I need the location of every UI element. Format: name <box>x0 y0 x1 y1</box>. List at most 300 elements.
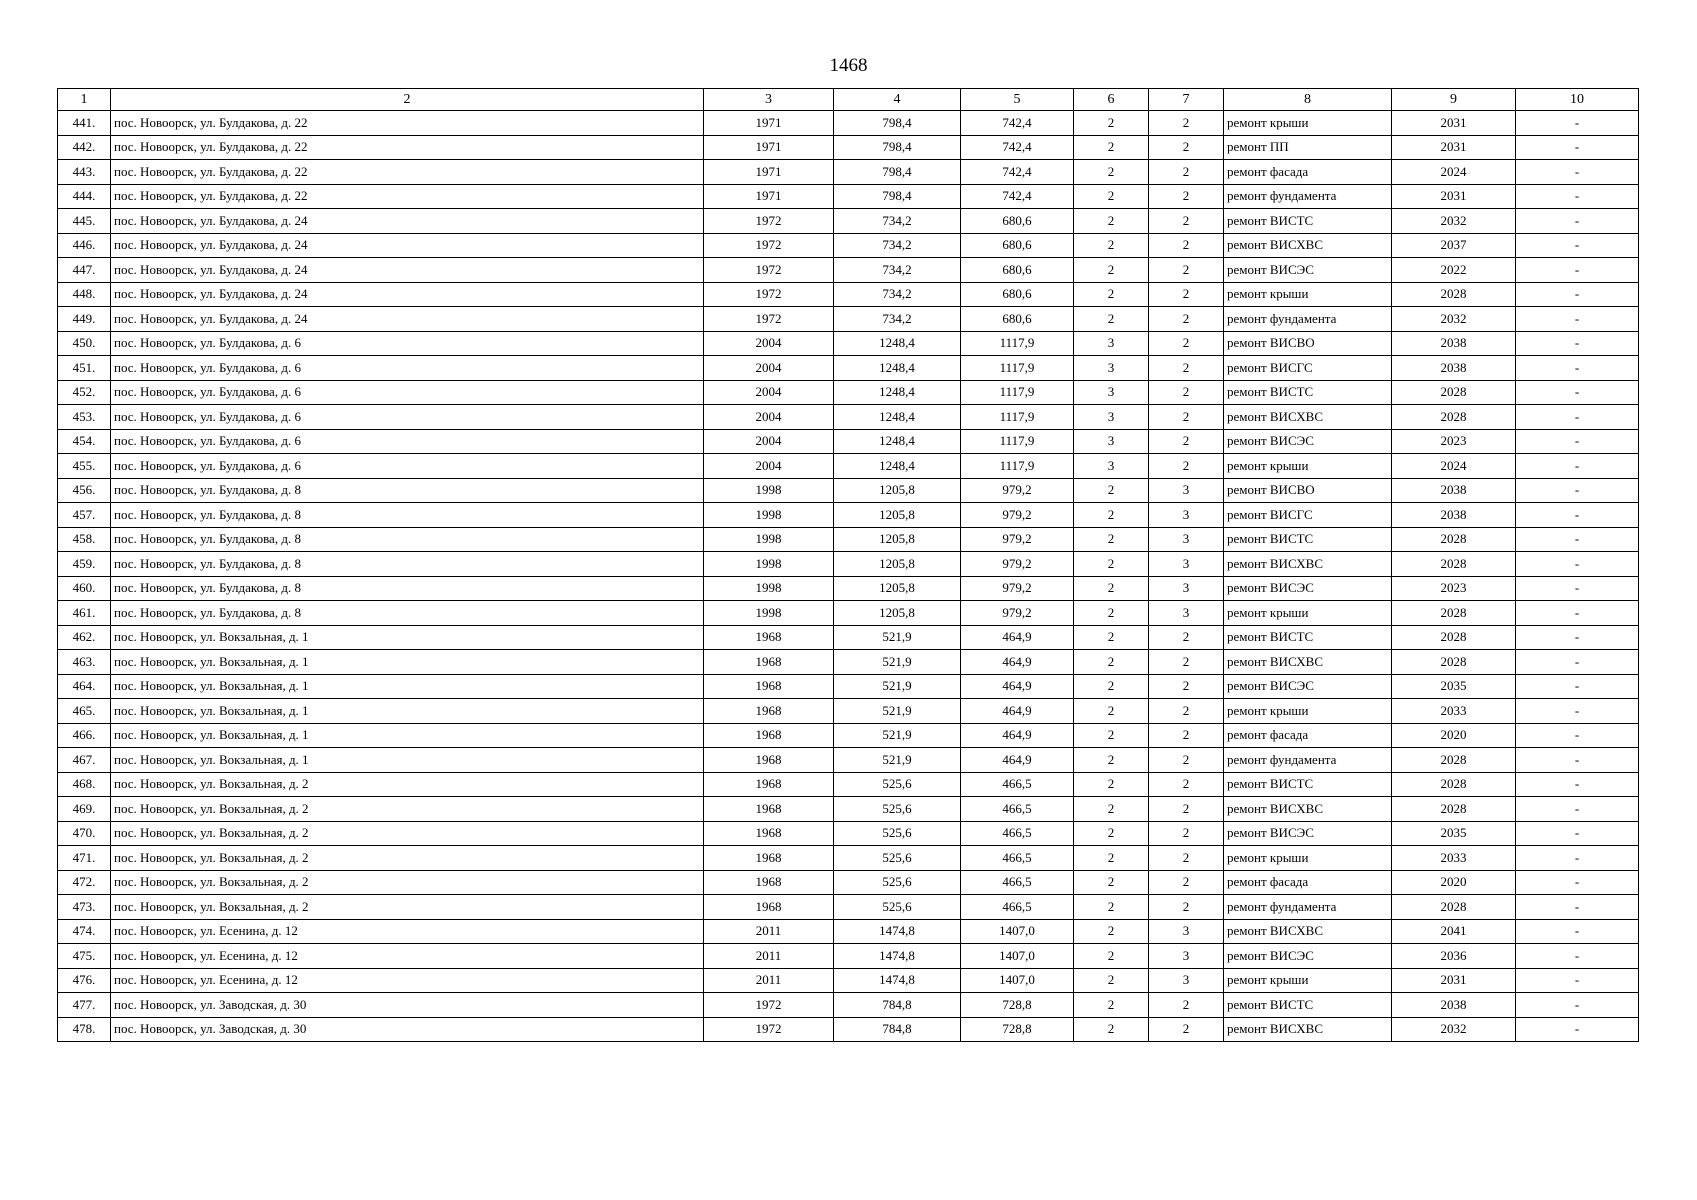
cell-address: пос. Новоорск, ул. Булдакова, д. 22 <box>111 135 704 160</box>
cell-floors: 2 <box>1074 135 1149 160</box>
cell-living-area: 464,9 <box>961 748 1074 773</box>
cell-address: пос. Новоорск, ул. Вокзальная, д. 2 <box>111 797 704 822</box>
cell-row-number: 465. <box>58 699 111 724</box>
table-row <box>58 552 1639 577</box>
cell-note: - <box>1516 870 1639 895</box>
cell-entrances: 3 <box>1149 527 1224 552</box>
cell-address: пос. Новоорск, ул. Есенина, д. 12 <box>111 944 704 969</box>
cell-floors: 3 <box>1074 405 1149 430</box>
cell-row-number: 444. <box>58 184 111 209</box>
cell-planned-year: 2033 <box>1392 699 1516 724</box>
cell-work-type: ремонт крыши <box>1224 454 1392 479</box>
cell-note: - <box>1516 552 1639 577</box>
cell-floors: 3 <box>1074 429 1149 454</box>
cell-total-area: 734,2 <box>834 282 961 307</box>
cell-total-area: 1205,8 <box>834 527 961 552</box>
cell-row-number: 461. <box>58 601 111 626</box>
cell-planned-year: 2033 <box>1392 846 1516 871</box>
cell-total-area: 1205,8 <box>834 601 961 626</box>
cell-living-area: 680,6 <box>961 233 1074 258</box>
cell-work-type: ремонт ВИСХВС <box>1224 1017 1392 1042</box>
cell-living-area: 464,9 <box>961 699 1074 724</box>
cell-entrances: 3 <box>1149 919 1224 944</box>
cell-work-type: ремонт крыши <box>1224 968 1392 993</box>
cell-note: - <box>1516 772 1639 797</box>
cell-living-area: 466,5 <box>961 846 1074 871</box>
column-header-2: 2 <box>111 89 704 111</box>
cell-total-area: 1248,4 <box>834 356 961 381</box>
table-body <box>58 111 1639 1042</box>
cell-total-area: 1474,8 <box>834 968 961 993</box>
cell-note: - <box>1516 625 1639 650</box>
cell-living-area: 1407,0 <box>961 919 1074 944</box>
cell-work-type: ремонт ВИСХВС <box>1224 552 1392 577</box>
cell-row-number: 473. <box>58 895 111 920</box>
cell-address: пос. Новоорск, ул. Булдакова, д. 24 <box>111 233 704 258</box>
cell-planned-year: 2028 <box>1392 601 1516 626</box>
cell-living-area: 466,5 <box>961 821 1074 846</box>
cell-floors: 2 <box>1074 968 1149 993</box>
cell-living-area: 466,5 <box>961 870 1074 895</box>
cell-address: пос. Новоорск, ул. Есенина, д. 12 <box>111 919 704 944</box>
cell-work-type: ремонт ВИСГС <box>1224 356 1392 381</box>
cell-floors: 2 <box>1074 601 1149 626</box>
cell-note: - <box>1516 993 1639 1018</box>
cell-row-number: 463. <box>58 650 111 675</box>
cell-note: - <box>1516 135 1639 160</box>
cell-entrances: 2 <box>1149 258 1224 283</box>
cell-row-number: 449. <box>58 307 111 332</box>
cell-planned-year: 2028 <box>1392 552 1516 577</box>
table-row <box>58 527 1639 552</box>
cell-address: пос. Новоорск, ул. Заводская, д. 30 <box>111 1017 704 1042</box>
cell-row-number: 469. <box>58 797 111 822</box>
cell-work-type: ремонт ПП <box>1224 135 1392 160</box>
cell-note: - <box>1516 503 1639 528</box>
cell-living-area: 680,6 <box>961 282 1074 307</box>
cell-note: - <box>1516 282 1639 307</box>
cell-entrances: 3 <box>1149 552 1224 577</box>
table-row <box>58 870 1639 895</box>
cell-total-area: 1248,4 <box>834 380 961 405</box>
cell-entrances: 2 <box>1149 380 1224 405</box>
cell-note: - <box>1516 919 1639 944</box>
cell-year-built: 1968 <box>704 723 834 748</box>
cell-floors: 2 <box>1074 552 1149 577</box>
cell-planned-year: 2032 <box>1392 209 1516 234</box>
cell-floors: 2 <box>1074 821 1149 846</box>
cell-floors: 2 <box>1074 503 1149 528</box>
cell-planned-year: 2028 <box>1392 772 1516 797</box>
cell-work-type: ремонт ВИСХВС <box>1224 233 1392 258</box>
cell-living-area: 464,9 <box>961 650 1074 675</box>
column-header-9: 9 <box>1392 89 1516 111</box>
cell-floors: 2 <box>1074 895 1149 920</box>
cell-note: - <box>1516 209 1639 234</box>
cell-year-built: 1972 <box>704 307 834 332</box>
cell-row-number: 472. <box>58 870 111 895</box>
table-row <box>58 576 1639 601</box>
cell-planned-year: 2028 <box>1392 895 1516 920</box>
table-row <box>58 405 1639 430</box>
cell-work-type: ремонт крыши <box>1224 601 1392 626</box>
cell-total-area: 525,6 <box>834 821 961 846</box>
cell-living-area: 680,6 <box>961 209 1074 234</box>
cell-living-area: 742,4 <box>961 160 1074 185</box>
cell-entrances: 2 <box>1149 625 1224 650</box>
cell-row-number: 443. <box>58 160 111 185</box>
cell-total-area: 525,6 <box>834 772 961 797</box>
cell-total-area: 1205,8 <box>834 552 961 577</box>
cell-year-built: 1998 <box>704 552 834 577</box>
cell-total-area: 521,9 <box>834 650 961 675</box>
cell-floors: 2 <box>1074 1017 1149 1042</box>
cell-entrances: 2 <box>1149 993 1224 1018</box>
cell-living-area: 466,5 <box>961 772 1074 797</box>
cell-living-area: 979,2 <box>961 527 1074 552</box>
cell-living-area: 979,2 <box>961 576 1074 601</box>
cell-work-type: ремонт крыши <box>1224 699 1392 724</box>
column-header-4: 4 <box>834 89 961 111</box>
cell-entrances: 2 <box>1149 797 1224 822</box>
cell-living-area: 680,6 <box>961 307 1074 332</box>
cell-total-area: 798,4 <box>834 160 961 185</box>
cell-note: - <box>1516 576 1639 601</box>
cell-work-type: ремонт ВИСХВС <box>1224 797 1392 822</box>
cell-year-built: 1998 <box>704 478 834 503</box>
cell-entrances: 2 <box>1149 429 1224 454</box>
cell-row-number: 466. <box>58 723 111 748</box>
cell-note: - <box>1516 650 1639 675</box>
cell-floors: 2 <box>1074 625 1149 650</box>
cell-address: пос. Новоорск, ул. Вокзальная, д. 1 <box>111 748 704 773</box>
cell-total-area: 1474,8 <box>834 944 961 969</box>
cell-entrances: 3 <box>1149 478 1224 503</box>
cell-note: - <box>1516 895 1639 920</box>
cell-living-area: 1117,9 <box>961 331 1074 356</box>
cell-address: пос. Новоорск, ул. Булдакова, д. 6 <box>111 356 704 381</box>
cell-total-area: 1248,4 <box>834 454 961 479</box>
cell-note: - <box>1516 968 1639 993</box>
cell-entrances: 2 <box>1149 184 1224 209</box>
cell-year-built: 1998 <box>704 527 834 552</box>
cell-entrances: 2 <box>1149 209 1224 234</box>
cell-year-built: 1972 <box>704 233 834 258</box>
cell-planned-year: 2028 <box>1392 527 1516 552</box>
table-row <box>58 429 1639 454</box>
cell-total-area: 521,9 <box>834 723 961 748</box>
cell-note: - <box>1516 111 1639 136</box>
cell-floors: 2 <box>1074 160 1149 185</box>
cell-total-area: 1474,8 <box>834 919 961 944</box>
cell-total-area: 1248,4 <box>834 405 961 430</box>
cell-living-area: 979,2 <box>961 601 1074 626</box>
cell-planned-year: 2038 <box>1392 503 1516 528</box>
table-row <box>58 307 1639 332</box>
table-row <box>58 968 1639 993</box>
cell-planned-year: 2031 <box>1392 968 1516 993</box>
cell-row-number: 451. <box>58 356 111 381</box>
cell-address: пос. Новоорск, ул. Булдакова, д. 8 <box>111 503 704 528</box>
cell-work-type: ремонт ВИСТС <box>1224 772 1392 797</box>
cell-row-number: 474. <box>58 919 111 944</box>
cell-note: - <box>1516 527 1639 552</box>
cell-row-number: 470. <box>58 821 111 846</box>
cell-address: пос. Новоорск, ул. Булдакова, д. 6 <box>111 405 704 430</box>
cell-note: - <box>1516 1017 1639 1042</box>
cell-entrances: 2 <box>1149 674 1224 699</box>
cell-living-area: 728,8 <box>961 1017 1074 1042</box>
cell-floors: 2 <box>1074 944 1149 969</box>
page-number: 1468 <box>829 55 868 76</box>
cell-year-built: 1971 <box>704 184 834 209</box>
cell-work-type: ремонт фундамента <box>1224 895 1392 920</box>
cell-total-area: 734,2 <box>834 233 961 258</box>
cell-entrances: 2 <box>1149 1017 1224 1042</box>
cell-note: - <box>1516 846 1639 871</box>
cell-total-area: 734,2 <box>834 209 961 234</box>
cell-address: пос. Новоорск, ул. Булдакова, д. 22 <box>111 184 704 209</box>
cell-total-area: 734,2 <box>834 258 961 283</box>
cell-year-built: 1968 <box>704 748 834 773</box>
cell-floors: 2 <box>1074 772 1149 797</box>
cell-planned-year: 2023 <box>1392 429 1516 454</box>
cell-entrances: 2 <box>1149 699 1224 724</box>
table-row <box>58 331 1639 356</box>
cell-address: пос. Новоорск, ул. Вокзальная, д. 2 <box>111 846 704 871</box>
cell-total-area: 798,4 <box>834 111 961 136</box>
table-row <box>58 356 1639 381</box>
cell-year-built: 2004 <box>704 429 834 454</box>
column-header-3: 3 <box>704 89 834 111</box>
cell-year-built: 2004 <box>704 380 834 405</box>
cell-living-area: 464,9 <box>961 674 1074 699</box>
cell-entrances: 2 <box>1149 233 1224 258</box>
column-header-6: 6 <box>1074 89 1149 111</box>
cell-planned-year: 2038 <box>1392 478 1516 503</box>
table-row <box>58 160 1639 185</box>
cell-note: - <box>1516 160 1639 185</box>
cell-entrances: 2 <box>1149 282 1224 307</box>
cell-living-area: 466,5 <box>961 797 1074 822</box>
cell-entrances: 2 <box>1149 723 1224 748</box>
cell-address: пос. Новоорск, ул. Булдакова, д. 6 <box>111 429 704 454</box>
cell-floors: 2 <box>1074 307 1149 332</box>
cell-entrances: 2 <box>1149 846 1224 871</box>
cell-address: пос. Новоорск, ул. Булдакова, д. 24 <box>111 307 704 332</box>
cell-year-built: 2004 <box>704 405 834 430</box>
cell-note: - <box>1516 258 1639 283</box>
cell-year-built: 1968 <box>704 846 834 871</box>
table-row <box>58 699 1639 724</box>
cell-floors: 3 <box>1074 454 1149 479</box>
cell-year-built: 1972 <box>704 209 834 234</box>
cell-floors: 2 <box>1074 748 1149 773</box>
cell-address: пос. Новоорск, ул. Булдакова, д. 24 <box>111 258 704 283</box>
cell-living-area: 979,2 <box>961 478 1074 503</box>
cell-note: - <box>1516 944 1639 969</box>
cell-row-number: 464. <box>58 674 111 699</box>
cell-floors: 3 <box>1074 356 1149 381</box>
cell-note: - <box>1516 405 1639 430</box>
cell-work-type: ремонт ВИСХВС <box>1224 405 1392 430</box>
cell-row-number: 460. <box>58 576 111 601</box>
cell-total-area: 525,6 <box>834 797 961 822</box>
cell-entrances: 3 <box>1149 503 1224 528</box>
header-row <box>58 89 1639 111</box>
table-row <box>58 821 1639 846</box>
cell-year-built: 2011 <box>704 968 834 993</box>
cell-total-area: 525,6 <box>834 846 961 871</box>
cell-planned-year: 2028 <box>1392 748 1516 773</box>
cell-address: пос. Новоорск, ул. Булдакова, д. 8 <box>111 527 704 552</box>
column-header-10: 10 <box>1516 89 1639 111</box>
cell-address: пос. Новоорск, ул. Булдакова, д. 22 <box>111 111 704 136</box>
cell-note: - <box>1516 233 1639 258</box>
table-row <box>58 380 1639 405</box>
cell-entrances: 2 <box>1149 895 1224 920</box>
cell-total-area: 521,9 <box>834 748 961 773</box>
cell-planned-year: 2024 <box>1392 160 1516 185</box>
cell-year-built: 1971 <box>704 111 834 136</box>
cell-entrances: 3 <box>1149 576 1224 601</box>
cell-row-number: 453. <box>58 405 111 430</box>
cell-year-built: 1998 <box>704 601 834 626</box>
cell-year-built: 1968 <box>704 821 834 846</box>
cell-address: пос. Новоорск, ул. Вокзальная, д. 1 <box>111 674 704 699</box>
table-row <box>58 601 1639 626</box>
cell-planned-year: 2028 <box>1392 650 1516 675</box>
table-row <box>58 895 1639 920</box>
table-row <box>58 184 1639 209</box>
cell-year-built: 1968 <box>704 797 834 822</box>
cell-row-number: 478. <box>58 1017 111 1042</box>
cell-address: пос. Новоорск, ул. Вокзальная, д. 2 <box>111 821 704 846</box>
cell-planned-year: 2032 <box>1392 307 1516 332</box>
table-row <box>58 919 1639 944</box>
cell-row-number: 471. <box>58 846 111 871</box>
cell-planned-year: 2038 <box>1392 356 1516 381</box>
cell-planned-year: 2031 <box>1392 111 1516 136</box>
cell-floors: 2 <box>1074 209 1149 234</box>
table-row <box>58 503 1639 528</box>
cell-address: пос. Новоорск, ул. Булдакова, д. 6 <box>111 454 704 479</box>
cell-row-number: 448. <box>58 282 111 307</box>
cell-note: - <box>1516 356 1639 381</box>
cell-note: - <box>1516 429 1639 454</box>
cell-address: пос. Новоорск, ул. Булдакова, д. 8 <box>111 478 704 503</box>
cell-work-type: ремонт ВИСТС <box>1224 625 1392 650</box>
cell-note: - <box>1516 748 1639 773</box>
cell-address: пос. Новоорск, ул. Вокзальная, д. 1 <box>111 699 704 724</box>
cell-living-area: 1117,9 <box>961 429 1074 454</box>
cell-floors: 2 <box>1074 723 1149 748</box>
cell-planned-year: 2035 <box>1392 674 1516 699</box>
cell-note: - <box>1516 454 1639 479</box>
table-row <box>58 650 1639 675</box>
cell-planned-year: 2028 <box>1392 405 1516 430</box>
cell-floors: 2 <box>1074 797 1149 822</box>
cell-address: пос. Новоорск, ул. Заводская, д. 30 <box>111 993 704 1018</box>
cell-row-number: 450. <box>58 331 111 356</box>
column-header-8: 8 <box>1224 89 1392 111</box>
cell-entrances: 2 <box>1149 405 1224 430</box>
cell-note: - <box>1516 797 1639 822</box>
cell-planned-year: 2028 <box>1392 797 1516 822</box>
table-row <box>58 846 1639 871</box>
cell-total-area: 1248,4 <box>834 429 961 454</box>
table-row <box>58 944 1639 969</box>
cell-planned-year: 2035 <box>1392 821 1516 846</box>
cell-work-type: ремонт ВИСЭС <box>1224 429 1392 454</box>
table-row <box>58 258 1639 283</box>
cell-living-area: 1117,9 <box>961 405 1074 430</box>
cell-work-type: ремонт ВИСХВС <box>1224 650 1392 675</box>
cell-floors: 2 <box>1074 233 1149 258</box>
cell-year-built: 1968 <box>704 625 834 650</box>
cell-entrances: 2 <box>1149 870 1224 895</box>
cell-row-number: 456. <box>58 478 111 503</box>
cell-row-number: 476. <box>58 968 111 993</box>
cell-work-type: ремонт ВИСЭС <box>1224 576 1392 601</box>
cell-floors: 2 <box>1074 699 1149 724</box>
cell-row-number: 458. <box>58 527 111 552</box>
cell-entrances: 2 <box>1149 135 1224 160</box>
table-row <box>58 772 1639 797</box>
table-row <box>58 723 1639 748</box>
cell-row-number: 462. <box>58 625 111 650</box>
cell-note: - <box>1516 674 1639 699</box>
cell-row-number: 445. <box>58 209 111 234</box>
cell-work-type: ремонт крыши <box>1224 111 1392 136</box>
cell-year-built: 2011 <box>704 944 834 969</box>
cell-planned-year: 2031 <box>1392 135 1516 160</box>
cell-total-area: 1205,8 <box>834 478 961 503</box>
cell-entrances: 2 <box>1149 111 1224 136</box>
cell-year-built: 1998 <box>704 503 834 528</box>
table-row <box>58 478 1639 503</box>
cell-row-number: 477. <box>58 993 111 1018</box>
cell-work-type: ремонт ВИСХВС <box>1224 919 1392 944</box>
table-row <box>58 454 1639 479</box>
cell-address: пос. Новоорск, ул. Вокзальная, д. 1 <box>111 723 704 748</box>
cell-total-area: 798,4 <box>834 184 961 209</box>
cell-year-built: 2004 <box>704 356 834 381</box>
cell-year-built: 1968 <box>704 772 834 797</box>
cell-note: - <box>1516 184 1639 209</box>
cell-year-built: 1971 <box>704 135 834 160</box>
cell-work-type: ремонт ВИСТС <box>1224 209 1392 234</box>
cell-work-type: ремонт ВИСВО <box>1224 478 1392 503</box>
cell-year-built: 1972 <box>704 282 834 307</box>
cell-living-area: 1117,9 <box>961 356 1074 381</box>
cell-work-type: ремонт крыши <box>1224 846 1392 871</box>
cell-address: пос. Новоорск, ул. Булдакова, д. 24 <box>111 282 704 307</box>
cell-year-built: 1998 <box>704 576 834 601</box>
cell-total-area: 525,6 <box>834 895 961 920</box>
cell-floors: 3 <box>1074 380 1149 405</box>
cell-work-type: ремонт крыши <box>1224 282 1392 307</box>
cell-total-area: 798,4 <box>834 135 961 160</box>
cell-work-type: ремонт ВИСЭС <box>1224 674 1392 699</box>
table-row <box>58 135 1639 160</box>
cell-row-number: 442. <box>58 135 111 160</box>
cell-entrances: 2 <box>1149 772 1224 797</box>
cell-entrances: 2 <box>1149 331 1224 356</box>
cell-year-built: 1972 <box>704 258 834 283</box>
cell-planned-year: 2031 <box>1392 184 1516 209</box>
cell-row-number: 467. <box>58 748 111 773</box>
